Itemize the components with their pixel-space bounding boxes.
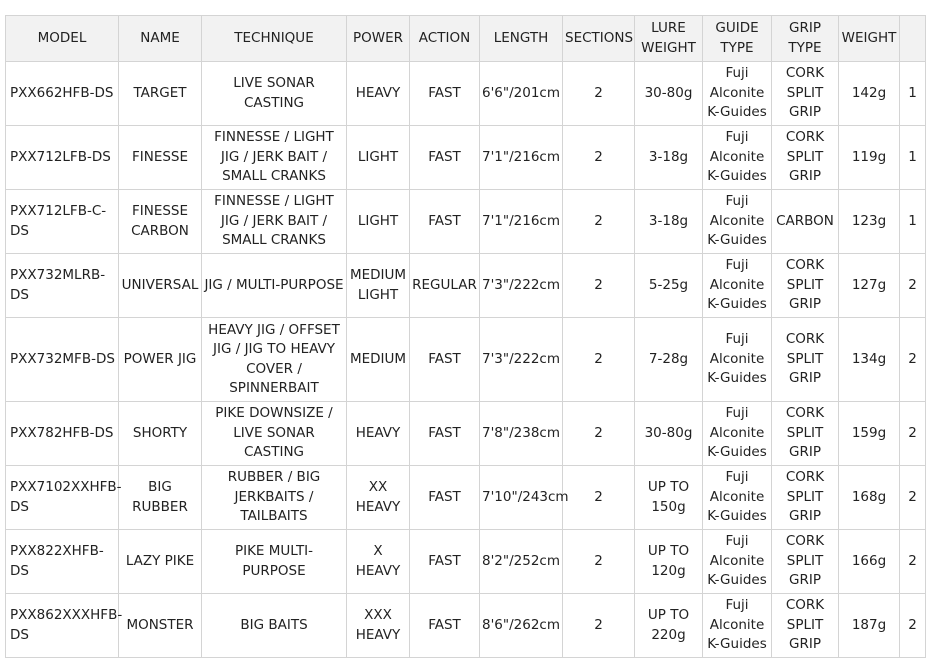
table-row [6,594,926,658]
cell-grip-type: CARBON [772,190,839,254]
cell-action: FAST [410,190,480,254]
cell-length: 7'3"/222cm [480,318,563,402]
cell-lure-weight: 30-80g [635,62,703,126]
cell-model: PXX862XXXHFB-DS [6,594,119,658]
cell-length: 7'1"/216cm [480,126,563,190]
cell-sections: 2 [563,530,635,594]
cell-technique: RUBBER / BIG JERKBAITS / TAILBAITS [202,466,347,530]
cell-weight: 187g [839,594,900,658]
cell-model: PXX662HFB-DS [6,62,119,126]
cell-name: BIG RUBBER [119,466,202,530]
cell-power: X HEAVY [347,530,410,594]
cell-name: LAZY PIKE [119,530,202,594]
cell-model: PXX712LFB-DS [6,126,119,190]
cell-power: HEAVY [347,402,410,466]
cell-action: FAST [410,466,480,530]
cell-name: UNIVERSAL [119,254,202,318]
cell-guide-type: Fuji Alconite K-Guides [703,126,772,190]
cell-weight: 123g [839,190,900,254]
cell-extra: 1 [900,126,926,190]
cell-grip-type: CORK SPLIT GRIP [772,318,839,402]
cell-guide-type: Fuji Alconite K-Guides [703,254,772,318]
header-lure-weight: LURE WEIGHT [635,16,703,62]
cell-technique: FINNESSE / LIGHT JIG / JERK BAIT / SMALL CRANKS [202,126,347,190]
cell-guide-type: Fuji Alconite K-Guides [703,190,772,254]
cell-power: XXX HEAVY [347,594,410,658]
cell-lure-weight: 3-18g [635,126,703,190]
header-grip-type: GRIP TYPE [772,16,839,62]
header-length: LENGTH [480,16,563,62]
table-row [6,126,926,190]
header-name: NAME [119,16,202,62]
cell-weight: 142g [839,62,900,126]
cell-sections: 2 [563,190,635,254]
cell-name: FINESSE CARBON [119,190,202,254]
cell-power: XX HEAVY [347,466,410,530]
cell-extra: 2 [900,402,926,466]
cell-extra: 2 [900,466,926,530]
cell-grip-type: CORK SPLIT GRIP [772,530,839,594]
cell-sections: 2 [563,594,635,658]
cell-name: MONSTER [119,594,202,658]
header-power: POWER [347,16,410,62]
header-technique: TECHNIQUE [202,16,347,62]
cell-weight: 166g [839,530,900,594]
cell-sections: 2 [563,466,635,530]
cell-guide-type: Fuji Alconite K-Guides [703,594,772,658]
cell-grip-type: CORK SPLIT GRIP [772,402,839,466]
cell-technique: HEAVY JIG / OFFSET JIG / JIG TO HEAVY COVER / SPINNERBAIT [202,318,347,402]
cell-sections: 2 [563,126,635,190]
cell-grip-type: CORK SPLIT GRIP [772,62,839,126]
cell-action: FAST [410,126,480,190]
cell-action: FAST [410,62,480,126]
header-extra [900,16,926,62]
cell-weight: 159g [839,402,900,466]
cell-power: LIGHT [347,126,410,190]
header-weight: WEIGHT [839,16,900,62]
cell-weight: 134g [839,318,900,402]
cell-length: 7'8"/238cm [480,402,563,466]
rod-specs-table [5,15,926,658]
cell-lure-weight: UP TO 120g [635,530,703,594]
cell-model: PXX712LFB-C-DS [6,190,119,254]
cell-guide-type: Fuji Alconite K-Guides [703,318,772,402]
cell-technique: LIVE SONAR CASTING [202,62,347,126]
cell-lure-weight: UP TO 220g [635,594,703,658]
cell-technique: FINNESSE / LIGHT JIG / JERK BAIT / SMALL CRANKS [202,190,347,254]
cell-length: 8'6"/262cm [480,594,563,658]
cell-length: 7'3"/222cm [480,254,563,318]
cell-length: 7'10"/243cm [480,466,563,530]
header-action: ACTION [410,16,480,62]
cell-action: FAST [410,530,480,594]
table-row [6,62,926,126]
header-model: MODEL [6,16,119,62]
cell-weight: 119g [839,126,900,190]
cell-grip-type: CORK SPLIT GRIP [772,254,839,318]
cell-extra: 2 [900,254,926,318]
cell-action: REGULAR [410,254,480,318]
cell-guide-type: Fuji Alconite K-Guides [703,466,772,530]
table-row [6,466,926,530]
table-row [6,254,926,318]
header-row [6,16,926,62]
cell-lure-weight: 5-25g [635,254,703,318]
cell-sections: 2 [563,402,635,466]
cell-lure-weight: 7-28g [635,318,703,402]
cell-weight: 127g [839,254,900,318]
header-guide-type: GUIDE TYPE [703,16,772,62]
table-row [6,530,926,594]
cell-technique: JIG / MULTI-PURPOSE [202,254,347,318]
cell-name: TARGET [119,62,202,126]
cell-length: 7'1"/216cm [480,190,563,254]
cell-lure-weight: UP TO 150g [635,466,703,530]
cell-sections: 2 [563,254,635,318]
cell-lure-weight: 3-18g [635,190,703,254]
cell-name: POWER JIG [119,318,202,402]
cell-length: 8'2"/252cm [480,530,563,594]
cell-action: FAST [410,594,480,658]
cell-extra: 2 [900,530,926,594]
cell-extra: 1 [900,190,926,254]
cell-action: FAST [410,318,480,402]
cell-guide-type: Fuji Alconite K-Guides [703,402,772,466]
cell-power: LIGHT [347,190,410,254]
cell-technique: BIG BAITS [202,594,347,658]
cell-sections: 2 [563,318,635,402]
cell-name: FINESSE [119,126,202,190]
cell-extra: 2 [900,594,926,658]
cell-length: 6'6"/201cm [480,62,563,126]
cell-power: MEDIUM LIGHT [347,254,410,318]
cell-model: PXX7102XXHFB-DS [6,466,119,530]
cell-model: PXX782HFB-DS [6,402,119,466]
cell-power: HEAVY [347,62,410,126]
cell-model: PXX732MLRB-DS [6,254,119,318]
cell-extra: 2 [900,318,926,402]
cell-power: MEDIUM [347,318,410,402]
cell-grip-type: CORK SPLIT GRIP [772,126,839,190]
cell-model: PXX732MFB-DS [6,318,119,402]
cell-weight: 168g [839,466,900,530]
cell-action: FAST [410,402,480,466]
cell-extra: 1 [900,62,926,126]
cell-lure-weight: 30-80g [635,402,703,466]
cell-technique: PIKE MULTI-PURPOSE [202,530,347,594]
header-sections: SECTIONS [563,16,635,62]
table-row [6,402,926,466]
cell-model: PXX822XHFB-DS [6,530,119,594]
cell-technique: PIKE DOWNSIZE / LIVE SONAR CASTING [202,402,347,466]
cell-guide-type: Fuji Alconite K-Guides [703,62,772,126]
table-row [6,190,926,254]
table-row [6,318,926,402]
cell-grip-type: CORK SPLIT GRIP [772,466,839,530]
cell-name: SHORTY [119,402,202,466]
cell-sections: 2 [563,62,635,126]
cell-guide-type: Fuji Alconite K-Guides [703,530,772,594]
cell-grip-type: CORK SPLIT GRIP [772,594,839,658]
